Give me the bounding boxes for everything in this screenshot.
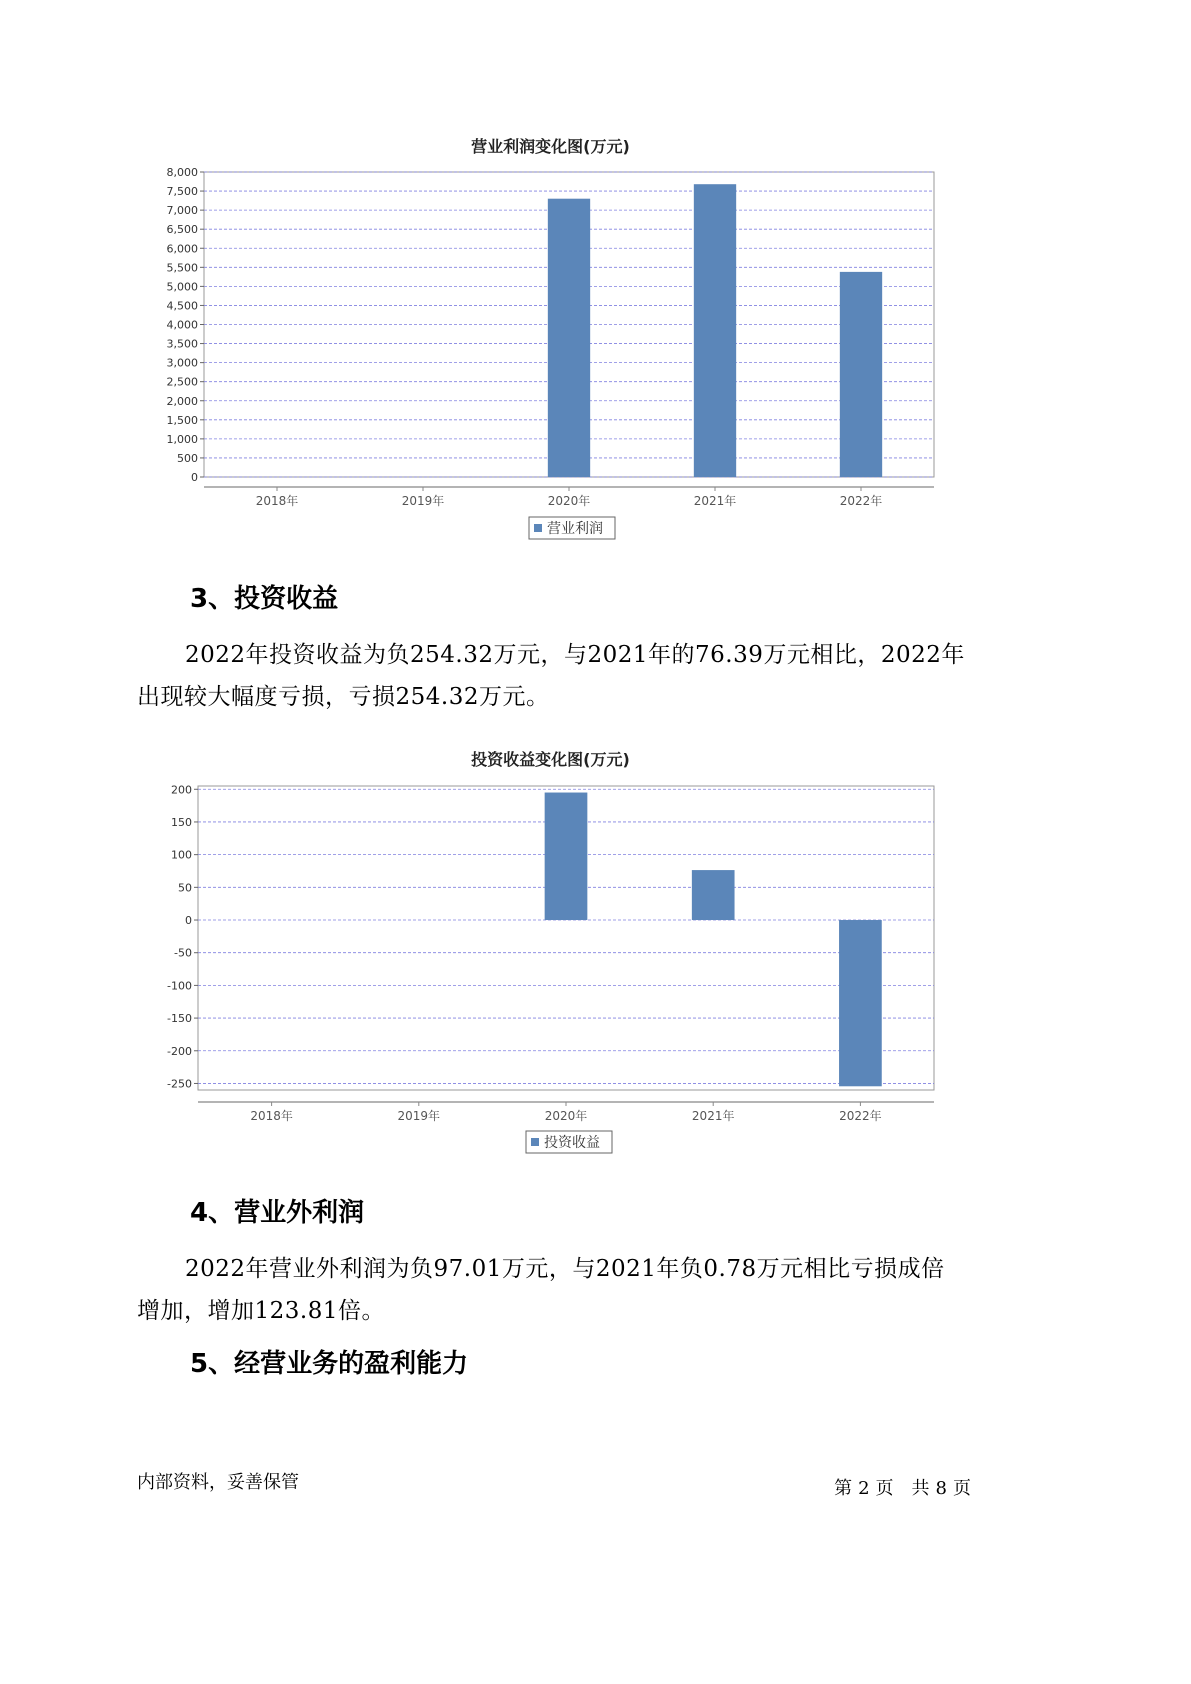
- section-heading-non-operating-profit: 4、营业外利润: [190, 1198, 365, 1228]
- y-tick-label: -150: [167, 1012, 192, 1026]
- x-tick-label: 2022年: [839, 1109, 882, 1123]
- legend-swatch: [534, 524, 542, 532]
- x-tick-label: 2019年: [401, 494, 445, 508]
- y-tick-label: 6,000: [166, 242, 198, 256]
- non-operating-profit-paragraph: [137, 1248, 982, 1332]
- bar: [839, 920, 882, 1086]
- operating-profit-chart: [0, 160, 1101, 550]
- x-tick-label: 2020年: [544, 1109, 588, 1123]
- chart1-title: 营业利润变化图(万元): [471, 137, 630, 156]
- y-tick-label: 7,000: [166, 204, 198, 218]
- y-tick-label: 5,000: [166, 280, 198, 294]
- paragraph-line: 出现较大幅度亏损，亏损254.32万元。: [137, 684, 550, 710]
- y-tick-label: -100: [167, 979, 192, 993]
- paragraph-line: 2022年营业外利润为负97.01万元，与2021年负0.78万元相比亏损成倍: [185, 1256, 945, 1282]
- y-tick-label: 4,500: [166, 299, 198, 313]
- page-current: 2: [858, 1478, 870, 1499]
- bar: [545, 793, 588, 920]
- y-tick-label: 200: [171, 783, 192, 797]
- y-tick-label: 500: [177, 451, 198, 465]
- y-tick-label: -250: [167, 1077, 192, 1091]
- bar: [548, 199, 590, 477]
- y-tick-label: 0: [185, 914, 192, 928]
- y-tick-label: 4,000: [166, 318, 198, 332]
- y-tick-label: 2,500: [166, 375, 198, 389]
- legend-swatch: [531, 1138, 539, 1146]
- y-tick-label: 50: [178, 881, 192, 895]
- bar: [840, 272, 882, 477]
- legend-label: 投资收益: [544, 1135, 600, 1151]
- y-tick-label: 3,000: [166, 356, 198, 370]
- y-tick-label: 3,500: [166, 337, 198, 351]
- bar: [694, 184, 736, 477]
- x-tick-label: 2021年: [691, 1109, 735, 1123]
- bar: [692, 870, 735, 920]
- y-tick-label: 7,500: [166, 185, 198, 199]
- x-tick-label: 2019年: [397, 1109, 441, 1123]
- x-tick-label: 2022年: [839, 494, 883, 508]
- paragraph-line: 增加，增加123.81倍。: [137, 1298, 385, 1324]
- y-tick-label: -50: [174, 946, 192, 960]
- paragraph-line: 2022年投资收益为负254.32万元，与2021年的76.39万元相比，2022年: [185, 642, 965, 668]
- y-tick-label: 2,000: [166, 394, 198, 408]
- y-tick-label: 150: [171, 815, 192, 829]
- y-tick-label: 0: [191, 471, 198, 484]
- y-tick-label: 8,000: [166, 166, 198, 179]
- y-tick-label: 1,000: [166, 432, 198, 446]
- section-heading-profitability: 5、经营业务的盈利能力: [190, 1349, 469, 1379]
- x-tick-label: 2021年: [693, 494, 737, 508]
- investment-income-chart: [0, 776, 1101, 1166]
- legend-label: 营业利润: [547, 521, 603, 537]
- x-tick-label: 2018年: [250, 1109, 293, 1123]
- page-middle: 页 共: [875, 1478, 930, 1499]
- footer-page-number: [831, 1474, 974, 1500]
- y-tick-label: 100: [171, 848, 192, 862]
- section-heading-investment-income: 3、投资收益: [190, 584, 339, 614]
- page-prefix: 第: [834, 1478, 853, 1499]
- y-tick-label: -200: [167, 1044, 192, 1058]
- y-tick-label: 5,500: [166, 261, 198, 275]
- chart2-title: 投资收益变化图(万元): [471, 750, 630, 769]
- y-tick-label: 6,500: [166, 223, 198, 237]
- footer-confidential-note: 内部资料，妥善保管: [137, 1472, 299, 1493]
- x-tick-label: 2018年: [255, 494, 299, 508]
- page-suffix: 页: [953, 1478, 971, 1499]
- investment-income-paragraph: [137, 634, 982, 718]
- page-total: 8: [935, 1478, 947, 1499]
- x-tick-label: 2020年: [547, 494, 591, 508]
- y-tick-label: 1,500: [166, 413, 198, 427]
